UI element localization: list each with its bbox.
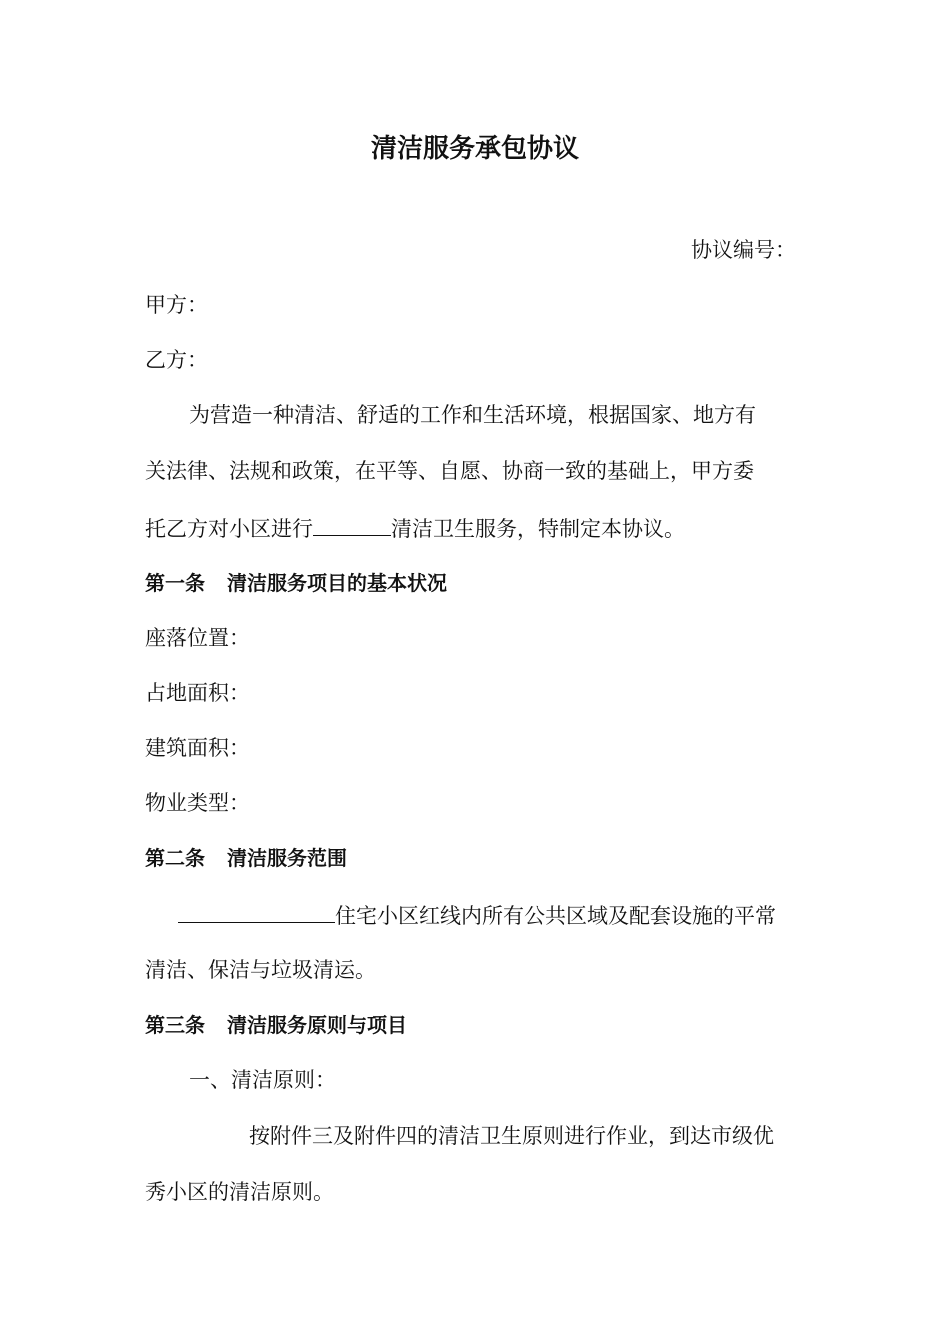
intro-line-1: 为营造一种清洁、舒适的工作和生活环境，根据国家、地方有 bbox=[189, 403, 756, 427]
field-location: 座落位置： bbox=[145, 626, 250, 650]
principle-line-1: 按附件三及附件四的清洁卫生原则进行作业，到达市级优 bbox=[249, 1124, 774, 1148]
intro-line-2: 关法律、法规和政策，在平等、自愿、协商一致的基础上，甲方委 bbox=[145, 459, 754, 483]
party-a-label: 甲方： bbox=[145, 293, 208, 317]
community-name-blank bbox=[178, 900, 335, 923]
article-2-title: 清洁服务范围 bbox=[227, 846, 347, 870]
article-2-heading bbox=[145, 844, 347, 872]
principle-subheading: 一、清洁原则： bbox=[189, 1068, 336, 1092]
article-1-title: 清洁服务项目的基本状况 bbox=[227, 571, 447, 595]
intro-line-3-start: 托乙方对小区进行 bbox=[145, 517, 313, 541]
principle-line-2: 秀小区的清洁原则。 bbox=[145, 1180, 334, 1204]
article-3-heading bbox=[145, 1011, 407, 1039]
article-2-number: 第二条 bbox=[145, 846, 205, 870]
article-3-title: 清洁服务原则与项目 bbox=[227, 1013, 407, 1037]
article-3-number: 第三条 bbox=[145, 1013, 205, 1037]
document-title: 清洁服务承包协议 bbox=[370, 134, 579, 164]
intro-line-3-end: 清洁卫生服务，特制定本协议。 bbox=[391, 517, 685, 541]
scope-line-2: 清洁、保洁与垃圾清运。 bbox=[145, 958, 376, 982]
field-building-area: 建筑面积： bbox=[145, 736, 250, 760]
article-1-heading bbox=[145, 569, 447, 597]
article-1-number: 第一条 bbox=[145, 571, 205, 595]
scope-line-1-text: 住宅小区红线内所有公共区域及配套设施的平常 bbox=[335, 904, 776, 928]
scope-line-1 bbox=[178, 900, 776, 930]
field-property-type: 物业类型： bbox=[145, 791, 250, 815]
service-type-blank bbox=[313, 513, 391, 536]
intro-line-3 bbox=[145, 513, 685, 543]
field-land-area: 占地面积： bbox=[145, 681, 250, 705]
party-b-label: 乙方： bbox=[145, 348, 208, 372]
agreement-number-label: 协议编号： bbox=[691, 238, 796, 262]
